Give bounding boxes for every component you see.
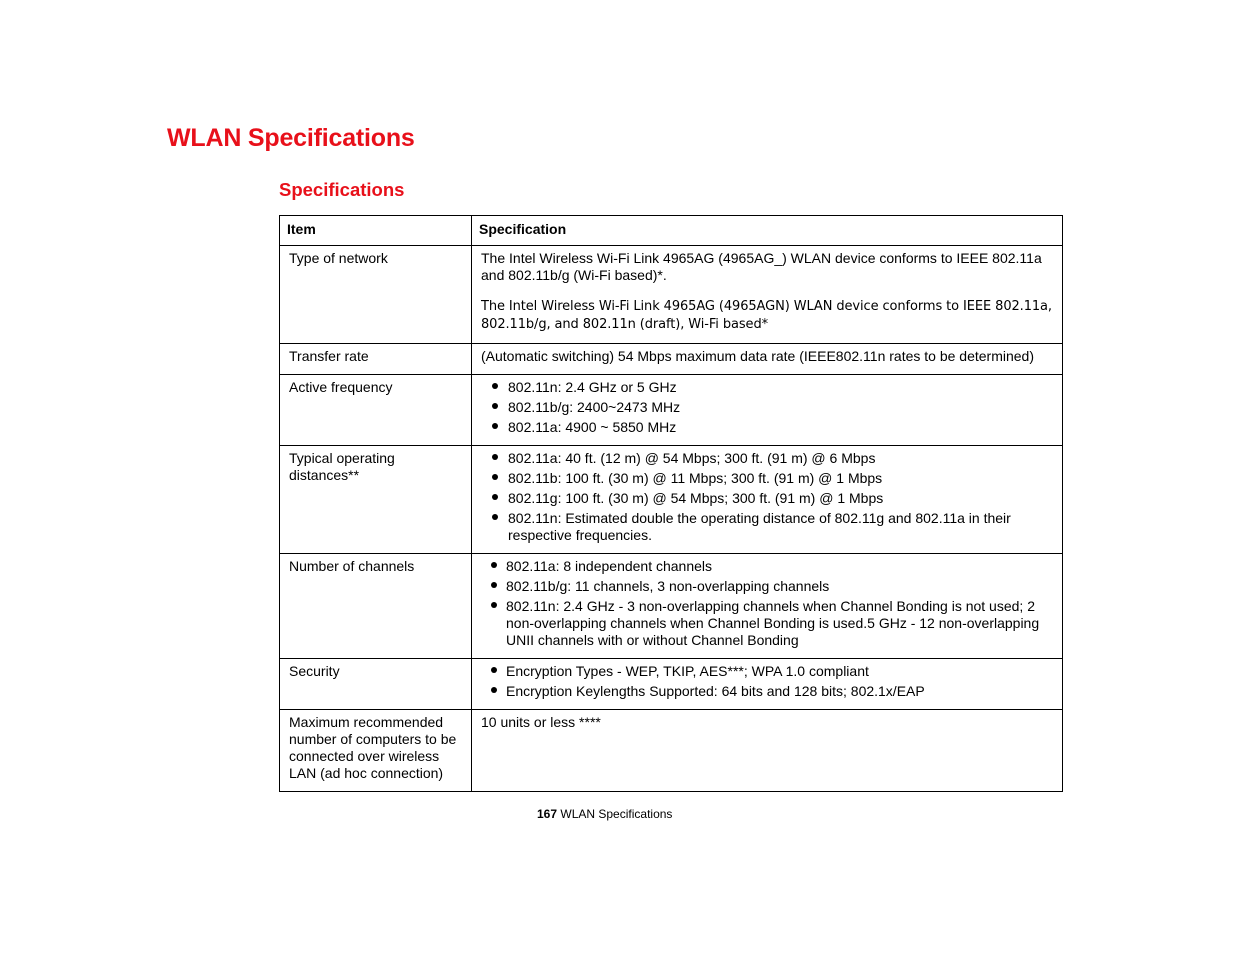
bullet-list <box>481 663 1052 700</box>
bullet-list <box>481 450 1052 544</box>
row-item-label: Transfer rate <box>289 348 369 364</box>
bullet-list <box>481 558 1052 649</box>
list-item: 802.11n: Estimated double the operating distance of 802.11g and 802.11a in their respective frequencies. <box>481 510 1052 544</box>
list-item: 802.11a: 4900 ~ 5850 MHz <box>481 419 1052 436</box>
spec-table <box>279 215 1063 792</box>
row-spec <box>472 446 1062 553</box>
list-item: 802.11g: 100 ft. (30 m) @ 54 Mbps; 300 ft. (91 m) @ 1 Mbps <box>481 490 1052 507</box>
list-item: 802.11n: 2.4 GHz or 5 GHz <box>481 379 1052 396</box>
list-item: Encryption Types - WEP, TKIP, AES***; WPA 1.0 compliant <box>481 663 1052 680</box>
row-item-label: Type of network <box>289 250 388 266</box>
spec-paragraph: The Intel Wireless Wi-Fi Link 4965AG (4965AGN) WLAN device conforms to IEEE 802.11a, 802.11b/g, and 802.11n (draft), Wi-Fi based* <box>481 299 1052 332</box>
row-spec <box>472 659 1062 709</box>
header-item <box>280 216 472 246</box>
row-spec <box>472 375 1062 445</box>
page-title: WLAN Specifications <box>167 124 415 152</box>
list-item: 802.11a: 8 independent channels <box>481 558 1052 575</box>
row-spec <box>472 344 1062 374</box>
list-item: 802.11n: 2.4 GHz - 3 non-overlapping channels when Channel Bonding is not used; 2 non-overlapping channels when Channel Bonding is used.5 GHz - 12 non-overlapping UNII channels with or without Channel Bonding <box>481 598 1052 649</box>
row-item-label: Maximum recommended number of computers to be connected over wireless LAN (ad hoc connection) <box>289 714 457 781</box>
footer-label: WLAN Specifications <box>560 807 673 821</box>
header-item-label: Item <box>287 221 316 237</box>
page-footer <box>537 807 672 821</box>
spec-paragraph: 10 units or less **** <box>481 714 601 730</box>
table-row <box>280 375 1063 446</box>
bullet-list <box>481 379 1052 436</box>
list-item: 802.11b/g: 11 channels, 3 non-overlapping channels <box>481 578 1052 595</box>
list-item: 802.11b/g: 2400~2473 MHz <box>481 399 1052 416</box>
row-item-label: Typical operating distances** <box>289 450 395 483</box>
section-title: Specifications <box>279 179 405 200</box>
row-item-label: Number of channels <box>289 558 415 574</box>
header-specification <box>472 216 1063 246</box>
spec-paragraph: The Intel Wireless Wi-Fi Link 4965AG (4965AG_) WLAN device conforms to IEEE 802.11a and 802.11b/g (Wi-Fi based)*. <box>481 250 1042 283</box>
spec-paragraph: (Automatic switching) 54 Mbps maximum data rate (IEEE802.11n rates to be determined) <box>481 348 1034 364</box>
row-item-label: Security <box>289 663 340 679</box>
table-row <box>280 446 1063 554</box>
row-item-label: Active frequency <box>289 379 393 395</box>
list-item: 802.11a: 40 ft. (12 m) @ 54 Mbps; 300 ft. (91 m) @ 6 Mbps <box>481 450 1052 467</box>
table-row <box>280 246 1063 344</box>
header-specification-label: Specification <box>479 221 567 237</box>
page-number: 167 <box>537 807 558 821</box>
table-row <box>280 710 1063 792</box>
list-item: 802.11b: 100 ft. (30 m) @ 11 Mbps; 300 ft. (91 m) @ 1 Mbps <box>481 470 1052 487</box>
row-spec <box>472 554 1062 658</box>
table-row <box>280 344 1063 375</box>
table-header-row <box>280 216 1063 246</box>
table-row <box>280 554 1063 659</box>
list-item: Encryption Keylengths Supported: 64 bits and 128 bits; 802.1x/EAP <box>481 683 1052 700</box>
row-spec <box>472 246 1062 343</box>
row-spec <box>472 710 1062 740</box>
table-row <box>280 659 1063 710</box>
